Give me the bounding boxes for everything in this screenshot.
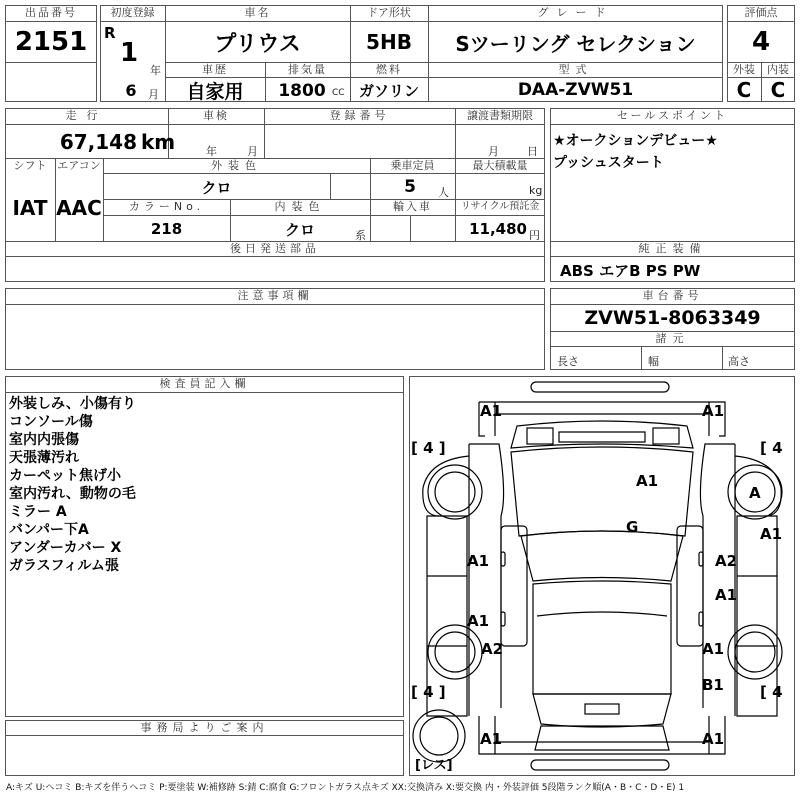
tire-rank-rear-left: [ 4 ]: [411, 683, 446, 701]
capacity-label: 乗車定員: [390, 159, 435, 172]
tire-rank-front-left: [ 4 ]: [411, 439, 446, 457]
ac: AAC: [56, 196, 102, 220]
model-label: 型式: [558, 63, 593, 76]
displacement: 1800: [278, 81, 326, 101]
caution-label: 注意事項欄: [237, 289, 313, 302]
note-line: バンパー下A: [9, 522, 89, 538]
grade-label: グレード: [537, 6, 614, 19]
int-label: 内装: [767, 63, 789, 76]
shift: IAT: [12, 196, 48, 220]
mark-door-rr: A1: [715, 586, 738, 604]
mark-door-rl: A1: [467, 612, 490, 630]
insp-month-unit: 月: [247, 145, 258, 158]
transfer-label: 譲渡書類期限: [467, 109, 533, 122]
insp-year-unit: 年: [206, 145, 217, 158]
inspector-notes: [9, 395, 399, 575]
ext-color: クロ: [201, 178, 232, 197]
spare-tire-rank: [レス]: [415, 758, 453, 773]
first-reg-label: 初度登録: [110, 6, 155, 19]
capacity-unit: 人: [438, 186, 449, 199]
note-line: コンソール傷: [9, 414, 93, 430]
ac-label: エアコン: [57, 159, 101, 172]
chassis-number: ZVW51-8063349: [584, 307, 761, 329]
reg-year-unit: 年: [150, 64, 161, 77]
note-line: 室内内張傷: [9, 432, 79, 448]
legend: A:キズ U:ヘコミ B:キズを伴うヘコミ P:要塗装 W:補修跡 S:錆 C:腐食 G:フロントガラス点キズ XX:交換済み X:要交換 内・外装評価 5段階ランク順(A・B・C・D・E) 1: [6, 783, 685, 793]
lot-number: 2151: [14, 27, 88, 57]
shift-label: シフト: [13, 159, 47, 172]
spec-label: 諸元: [655, 332, 690, 345]
inspection-label: 車検: [203, 109, 229, 122]
history: 自家用: [186, 80, 244, 103]
car-name: プリウス: [214, 31, 301, 57]
load-unit: kg: [529, 184, 543, 197]
note-line: アンダーカバー X: [9, 540, 122, 556]
recycle-label: リサイクル預託金: [460, 201, 540, 212]
int-color-label: 内装色: [274, 200, 326, 213]
import-label: 輸入車: [393, 200, 432, 213]
reg-year: 1: [119, 38, 139, 68]
car-name-label: 車名: [244, 6, 271, 19]
equipment-label: 純正装備: [638, 242, 707, 255]
chassis-label: 車台番号: [642, 289, 703, 302]
note-line: 室内汚れ、動物の毛: [9, 486, 136, 502]
mark-door-fl: A1: [467, 552, 490, 570]
mark-rear-right: A1: [702, 730, 725, 748]
model: DAA-ZVW51: [517, 80, 634, 100]
int-color: クロ: [284, 220, 315, 239]
sales-points-label: セールスポイント: [616, 109, 728, 122]
mark-front-right: A1: [702, 402, 725, 420]
tire-rank-rear-right: [ 4: [760, 683, 783, 701]
mark-fender-right: A1: [760, 525, 783, 543]
sales-point-1: ★オークションデビュー★: [553, 133, 718, 149]
mileage-label: 走行: [65, 109, 108, 122]
fuel: ガソリン: [358, 81, 419, 100]
tire-rank-front-right: [ 4: [760, 439, 783, 457]
ext-label: 外装: [733, 63, 755, 76]
mark-quarter-r: A1: [702, 640, 725, 658]
door-type: 5HB: [366, 30, 412, 54]
transfer-day-unit: 日: [527, 145, 538, 158]
displacement-unit: CC: [332, 88, 345, 98]
note-line: 外装しみ、小傷有り: [9, 396, 136, 412]
grade: Sツーリング セレクション: [455, 31, 696, 56]
sales-point-2: プッシュスタート: [553, 155, 664, 171]
width-label: 幅: [648, 355, 659, 368]
mileage: 67,148: [59, 130, 137, 154]
mark-door-fr: A2: [715, 552, 738, 570]
mark-wheel-fr: A: [749, 484, 761, 502]
score-label: 評価点: [744, 6, 778, 19]
height-label: 高さ: [728, 355, 750, 368]
displacement-label: 排気量: [288, 63, 327, 76]
color-no: 218: [150, 220, 183, 238]
int-grade: C: [770, 78, 786, 102]
inspector-label: 検査員記入欄: [159, 377, 250, 390]
reg-month-unit: 月: [148, 88, 159, 101]
history-label: 車歴: [202, 63, 228, 76]
recycle-unit: 円: [529, 229, 540, 242]
capacity: 5: [404, 177, 416, 197]
color-no-label: カラーNo.: [128, 200, 205, 213]
lot-label: 出品番号: [25, 6, 77, 19]
note-line: 天張薄汚れ: [9, 450, 79, 466]
length-label: 長さ: [557, 355, 579, 368]
later-parts-label: 後日発送部品: [230, 242, 320, 255]
plate-label: 登録番号: [329, 109, 390, 122]
recycle-amount: 11,480: [469, 220, 527, 238]
mark-wheel-rl: A2: [481, 640, 504, 658]
mark-windshield: G: [626, 518, 639, 536]
office-label: 事務局よりご案内: [140, 721, 269, 734]
equipment: ABS エアB PS PW: [560, 261, 701, 280]
note-line: カーペット焦げ小: [9, 468, 121, 484]
ext-color-label: 外装色: [211, 159, 262, 172]
load-label: 最大積載量: [472, 159, 528, 172]
reg-month: 6: [125, 80, 137, 100]
era: R: [104, 24, 116, 42]
int-color-unit: 系: [355, 229, 366, 242]
fuel-label: 燃料: [376, 63, 402, 76]
note-line: ミラー A: [9, 504, 67, 520]
mark-rear-r: B1: [702, 676, 724, 694]
note-line: ガラスフィルム張: [9, 558, 119, 574]
car-diagram: [409, 376, 795, 776]
score: 4: [751, 27, 771, 57]
ext-grade: C: [736, 78, 752, 102]
mark-rear-left: A1: [480, 730, 503, 748]
mileage-unit: km: [141, 130, 176, 154]
mark-hood: A1: [636, 472, 659, 490]
transfer-month-unit: 月: [488, 145, 499, 158]
door-label: ドア形状: [367, 6, 411, 19]
mark-front-left: A1: [480, 402, 503, 420]
